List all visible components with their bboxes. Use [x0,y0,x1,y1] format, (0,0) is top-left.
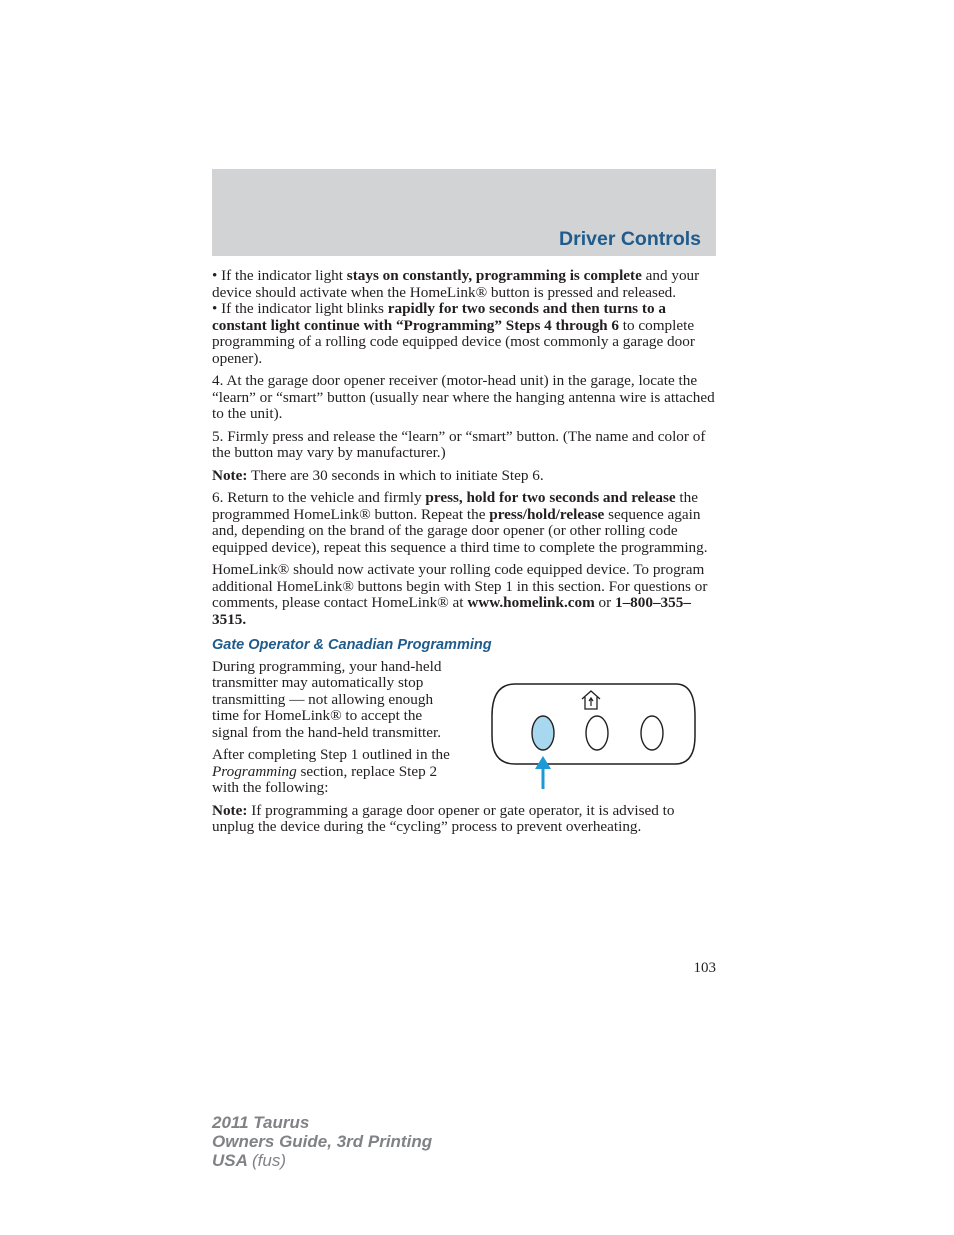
homelink-buttons-figure [490,676,702,801]
text: section, replace Step 2 with the following: [212,762,438,796]
emphasis-italic: Programming [212,762,297,780]
bullet-indicator-blinks [212,301,718,367]
phone-number: 1–800–355–3515. [212,594,691,628]
header-band [212,169,716,256]
step-5: 5. Firmly press and release the “learn” or “smart” button. (The name and color of the button may vary by manufacturer.) [212,427,706,461]
homelink-button-2 [586,716,608,750]
website-link[interactable]: www.homelink.com [467,594,595,611]
text: the programmed HomeLink® button. Repeat the [212,489,698,523]
section-title: Driver Controls [559,228,701,250]
text: or [594,594,615,611]
text: and your device should activate when the HomeLink® button is pressed and released. [212,267,700,301]
page-number: 103 [693,960,716,976]
emphasis: stays on constantly, programming is complete [346,267,642,284]
note-unplug-device [212,803,718,836]
gate-paragraph-2 [212,747,462,797]
homelink-button-1-highlighted [532,716,554,750]
note-label: Note: [212,801,248,819]
note-label: Note: [212,466,248,484]
region: USA [212,1151,252,1170]
text: After completing Step 1 outlined in the [212,746,450,763]
homelink-contact-paragraph [212,562,718,628]
page-content [212,268,718,842]
footer-line-1: 2011 Taurus [212,1113,310,1132]
note-30-seconds [212,468,718,485]
emphasis: press/hold/release [489,505,605,523]
text: • If the indicator light [212,267,347,284]
emphasis: press, hold for two seconds and release [425,489,676,506]
text: • If the indicator light blinks [212,300,388,317]
emphasis: rapidly for two seconds and then turns to a constant light continue with “Programming” Steps 4 through 6 [212,300,666,334]
text: HomeLink® should now activate your rolling code equipped device. To program additional HomeLink® buttons begin with Step 1 in this section. For questions or comments, please contact HomeLink® at [212,561,708,611]
subheading-gate-operator: Gate Operator & Canadian Programming [212,637,492,653]
footer-line-3 [212,1151,432,1170]
step-4: 4. At the garage door opener receiver (motor-head unit) in the garage, locate the “learn” or “smart” button (usually near where the hanging antenna wire is attached to the unit). [212,372,715,422]
text: 6. Return to the vehicle and firmly [212,489,426,506]
step-6 [212,490,718,556]
region-code: (fus) [252,1151,286,1170]
text: If programming a garage door opener or gate operator, it is advised to unplug the device during the “cycling” process to prevent overheating. [212,801,675,835]
gate-paragraph-1: During programming, your hand-held transmitter may automatically stop transmitting — not allowing enough time for HomeLink® to accept the signal from the hand-held transmitter. [212,657,442,741]
footer-line-2: Owners Guide, 3rd Printing [212,1132,433,1151]
text: to complete programming of a rolling code equipped device (most commonly a garage door opener). [212,316,695,367]
footer-edition-info [212,1113,432,1170]
text: There are 30 seconds in which to initiate Step 6. [247,466,544,484]
homelink-button-3 [641,716,663,750]
gate-section [212,659,718,797]
bullet-indicator-constant [212,268,718,301]
text: sequence again and, depending on the brand of the garage door opener (or other rolling code equipped device), repeat this sequence a third time to complete the programming. [212,505,708,556]
gate-text-column [212,659,462,797]
